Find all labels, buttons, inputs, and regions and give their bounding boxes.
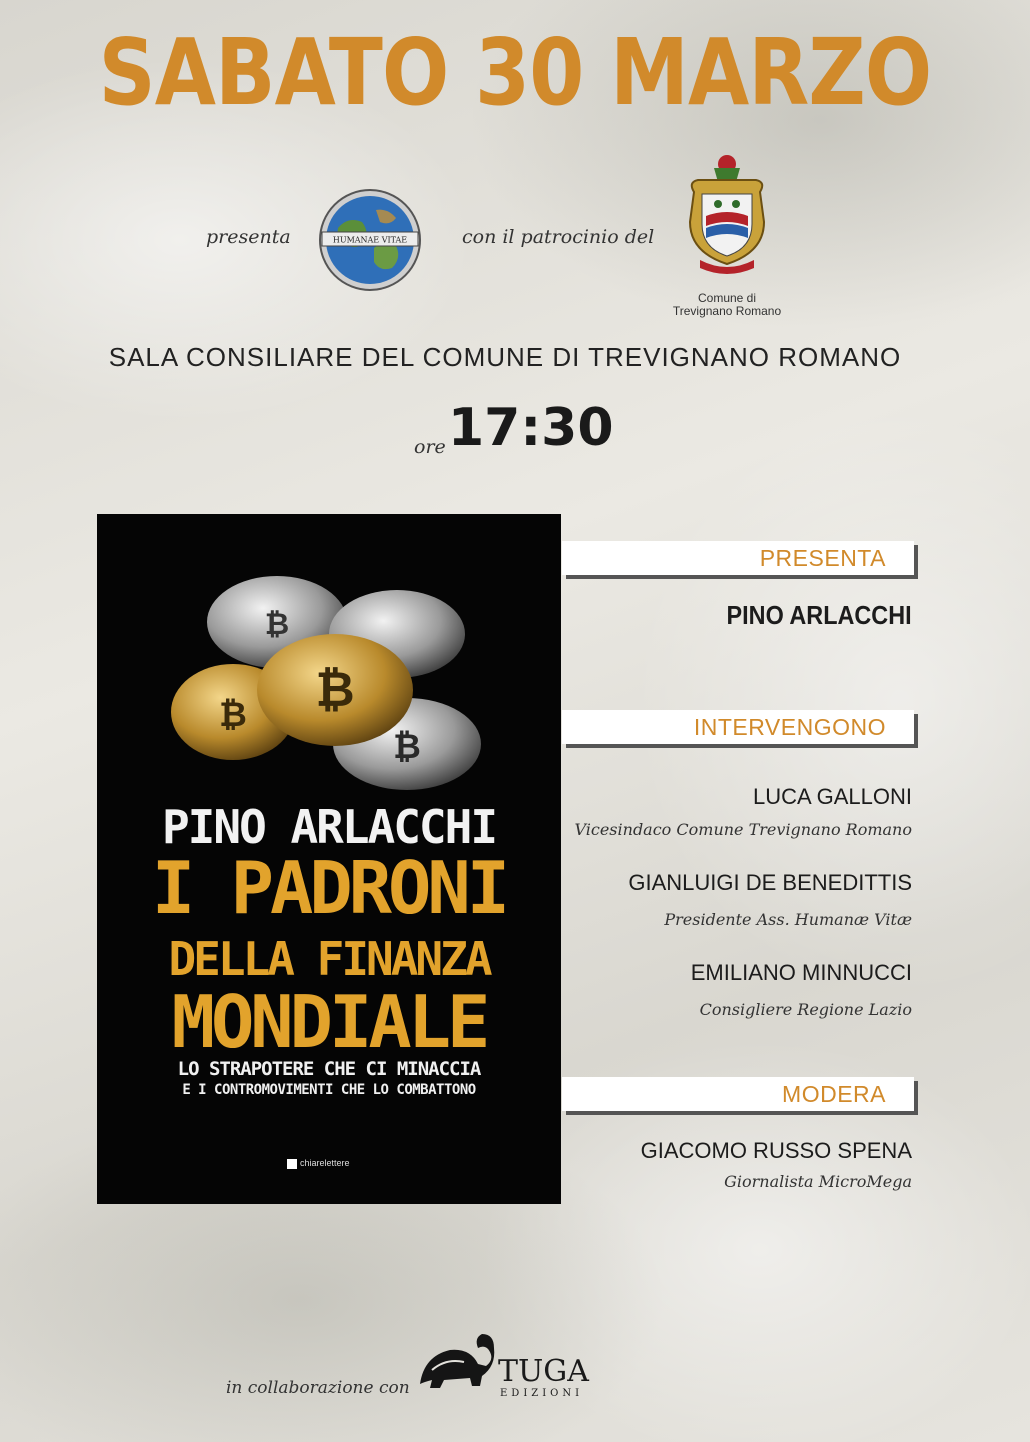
speaker-role: Presidente Ass. Humanæ Vitæ — [664, 910, 912, 929]
speaker-name: EMILIANO MINNUCCI — [690, 960, 912, 985]
book-title-line1: I PADRONI — [151, 846, 507, 930]
book-publisher — [287, 1158, 350, 1169]
modera-heading: MODERA — [562, 1077, 914, 1111]
time-prefix: ore — [414, 436, 446, 458]
venue: SALA CONSILIARE DEL COMUNE DI TREVIGNANO ROMANO — [108, 342, 902, 372]
comune-label — [660, 292, 794, 318]
moderator-role: Giornalista MicroMega — [724, 1172, 912, 1191]
comune-label-line1: Comune di — [697, 291, 757, 305]
tuga-publisher-name: TUGA — [498, 1354, 589, 1389]
book-publisher-name: chiarelettere — [300, 1158, 350, 1168]
event-date-headline: SABATO 30 MARZO — [98, 19, 932, 126]
tortoise-logo-icon — [416, 1326, 496, 1396]
collaboration-label: in collaborazione con — [226, 1378, 410, 1398]
intervengono-heading: INTERVENGONO — [562, 710, 914, 744]
book-subtitle-line2: E I CONTROMOVIMENTI CHE LO COMBATTONO — [182, 1082, 476, 1098]
svg-text:₿: ₿ — [219, 695, 247, 735]
svg-text:₿: ₿ — [393, 727, 421, 767]
presenter-name: PINO ARLACCHI — [726, 600, 912, 630]
book-subtitle-line1: LO STRAPOTERE CHE CI MINACCIA — [177, 1058, 481, 1080]
svg-text:₿: ₿ — [315, 662, 355, 718]
book-title-line3: MONDIALE — [171, 980, 487, 1064]
presenta-label: presenta — [206, 226, 291, 248]
speaker-name: GIANLUIGI DE BENEDITTIS — [628, 870, 912, 895]
speaker-role: Consigliere Regione Lazio — [699, 1000, 912, 1019]
comune-label-line2: Trevignano Romano — [672, 304, 782, 318]
svg-text:₿: ₿ — [264, 607, 290, 642]
humanae-vitae-logo — [318, 188, 422, 292]
presenta-heading: PRESENTA — [562, 541, 914, 575]
trevignano-crest — [684, 152, 770, 276]
book-title-line2: DELLA FINANZA — [168, 932, 490, 986]
humanae-logo-text: HUMANAE VITAE — [332, 235, 408, 245]
speaker-role: Vicesindaco Comune Trevignano Romano — [574, 820, 912, 839]
publisher-mark-icon — [287, 1159, 297, 1169]
tuga-publisher-sub: EDIZIONI — [500, 1388, 584, 1399]
patrocinio-label: con il patrocinio del — [462, 226, 655, 248]
event-time: 17:30 — [448, 398, 614, 458]
speaker-name: LUCA GALLONI — [753, 784, 912, 809]
moderator-name: GIACOMO RUSSO SPENA — [640, 1138, 912, 1163]
bitcoin-coins-image — [167, 564, 497, 794]
book-author: PINO ARLACCHI — [161, 800, 497, 854]
book-cover — [97, 514, 561, 1204]
